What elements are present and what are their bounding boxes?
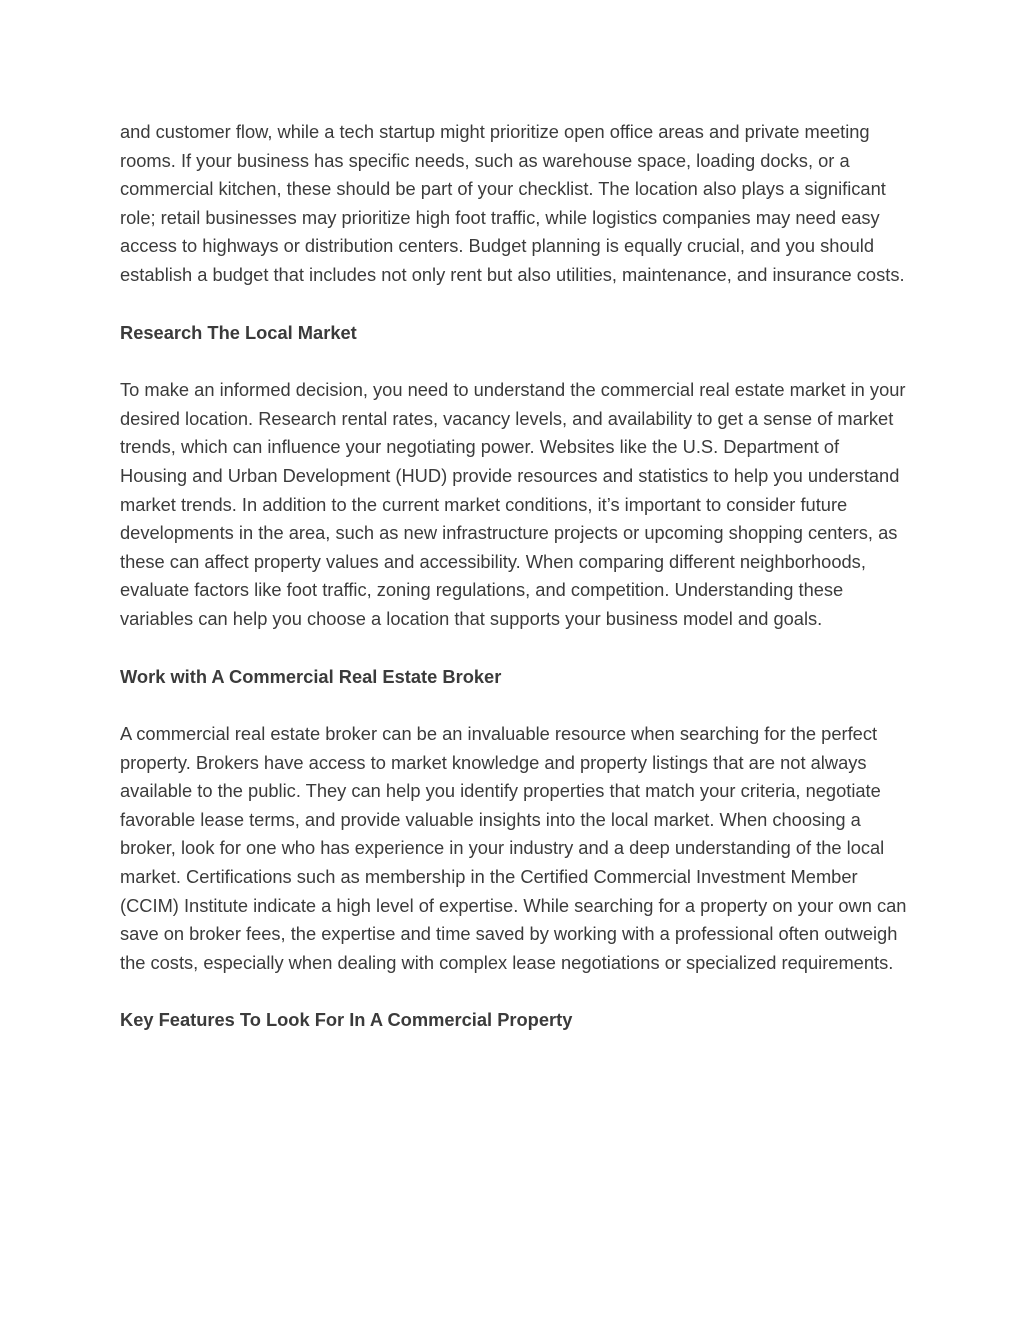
paragraph-space-needs: and customer flow, while a tech startup might prioritize open office areas and private meeting rooms. If your business has specific needs, such as warehouse space, loading docks, or a commercial kitchen, these should be part of your checklist. The location also plays a significant role; retail businesses may prioritize high foot traffic, while logistics companies may need easy access to highways or distribution centers. Budget planning is equally crucial, and you should establish a budget that includes not only rent but also utilities, maintenance, and insurance costs. — [120, 121, 905, 285]
heading-work-with-broker: Work with A Commercial Real Estate Broker — [120, 665, 502, 687]
paragraph-research-local-market: To make an informed decision, you need to understand the commercial real estate market in your desired location. Research rental rates, vacancy levels, and availability to get a sense of market trends, which can influence your negotiating power. Websites like the U.S. Department of Housing and Urban Development (HUD) provide resources and statistics to help you understand market trends. In addition to the current market conditions, it’s important to consider future developments in the area, such as new infrastructure projects or upcoming shopping centers, as these can affect property values and accessibility. When comparing different neighborhoods, evaluate factors like foot traffic, zoning regulations, and competition. Understanding these variables can help you choose a location that supports your business model and goals. — [120, 379, 906, 629]
document-page — [120, 118, 910, 1064]
heading-research-local-market: Research The Local Market — [120, 321, 357, 343]
paragraph-work-with-broker: A commercial real estate broker can be an invaluable resource when searching for the perfect property. Brokers have access to market knowledge and property listings that are not always available to the public. They can help you identify properties that match your criteria, negotiate favorable lease terms, and provide valuable insights into the local market. When choosing a broker, look for one who has experience in your industry and a deep understanding of the local market. Certifications such as membership in the Certified Commercial Investment Member (CCIM) Institute indicate a high level of expertise. While searching for a property on your own can save on broker fees, the expertise and time saved by working with a professional often outweigh the costs, especially when dealing with complex lease negotiations or specialized requirements. — [120, 723, 907, 973]
heading-key-features: Key Features To Look For In A Commercial Property — [120, 1009, 573, 1031]
